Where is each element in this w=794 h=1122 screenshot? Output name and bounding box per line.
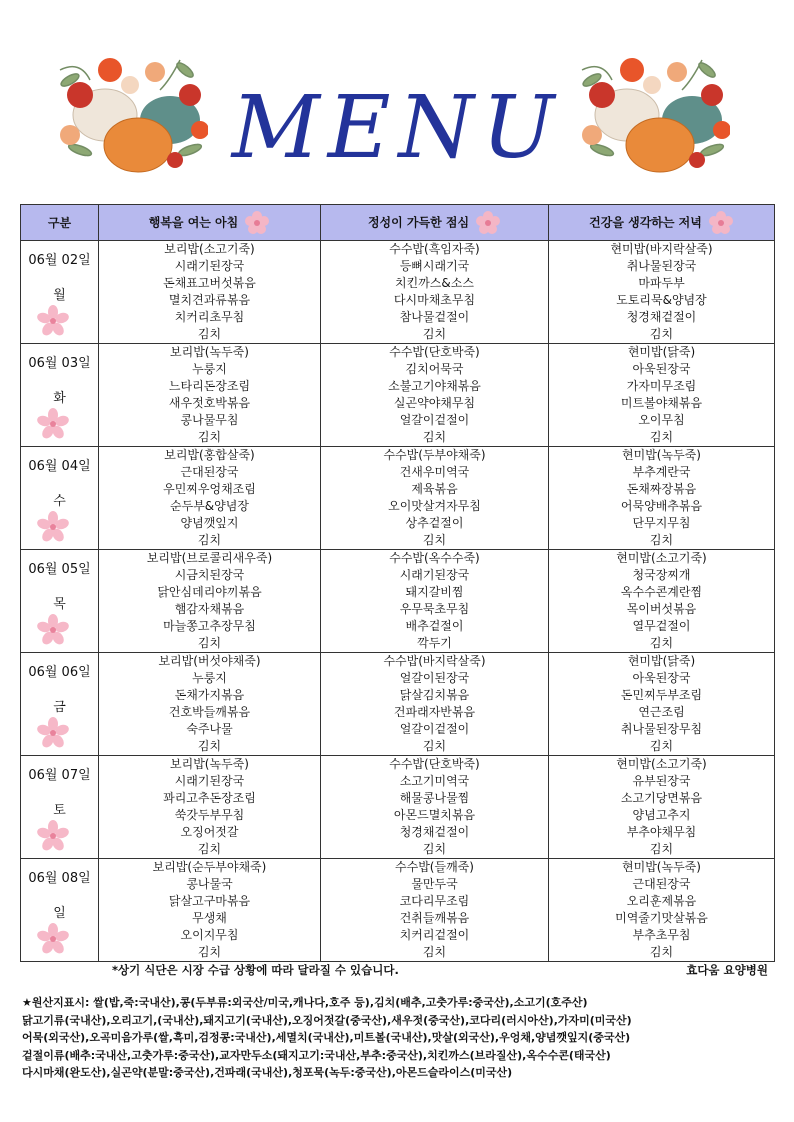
menu-item: 닭안심데리야끼볶음 <box>157 585 262 599</box>
menu-item: 보리밥(버섯야채죽) <box>158 654 261 668</box>
menu-item: 상추겉절이 <box>405 516 464 530</box>
breakfast-cell <box>99 859 321 962</box>
menu-item: 김치 <box>649 945 674 959</box>
menu-item: 김치 <box>649 430 674 444</box>
flower-icon <box>708 210 734 236</box>
menu-item: 시금치된장국 <box>174 568 245 582</box>
day-cell <box>21 859 99 962</box>
menu-item: 김치어묵국 <box>405 362 464 376</box>
dinner-cell <box>549 447 775 550</box>
menu-item: 김치 <box>422 430 447 444</box>
day-row <box>21 756 775 859</box>
date-label: 06월 06일 <box>28 665 91 680</box>
menu-item: 건파래자반볶음 <box>393 705 476 719</box>
menu-item: 청경채겉절이 <box>626 310 697 324</box>
menu-item: 취나물된장무침 <box>620 722 703 736</box>
menu-item: 김치 <box>422 739 447 753</box>
dinner-cell <box>549 344 775 447</box>
weekday-label: 월 <box>53 288 66 303</box>
menu-change-notice: *상기 식단은 시장 수급 상황에 따라 달라질 수 있습니다. <box>112 963 399 977</box>
flower-icon <box>37 614 69 646</box>
breakfast-cell <box>99 550 321 653</box>
menu-item: 도토리묵&양념장 <box>616 293 707 307</box>
menu-item: 현미밥(녹두죽) <box>622 448 701 462</box>
menu-item: 치커리초무침 <box>174 310 245 324</box>
menu-item: 김치 <box>197 430 222 444</box>
menu-item: 돼지갈비찜 <box>405 585 464 599</box>
menu-item: 오이무침 <box>638 413 685 427</box>
menu-item: 수수밥(두부야채죽) <box>383 448 486 462</box>
flower-icon <box>37 820 69 852</box>
menu-item: 현미밥(닭죽) <box>627 654 696 668</box>
lunch-cell <box>321 756 549 859</box>
menu-item: 수수밥(단호박죽) <box>389 757 480 771</box>
dinner-cell <box>549 653 775 756</box>
day-cell <box>21 756 99 859</box>
menu-item: 누룽지 <box>192 362 227 376</box>
menu-item: 우민찌우엉채조림 <box>163 482 256 496</box>
menu-item: 아욱된장국 <box>632 362 691 376</box>
day-cell <box>21 653 99 756</box>
menu-item: 보리밥(녹두죽) <box>170 757 249 771</box>
menu-item: 수수밥(들깨죽) <box>395 860 474 874</box>
dinner-cell <box>549 550 775 653</box>
lunch-cell <box>321 653 549 756</box>
menu-item: 현미밥(바지락살죽) <box>610 242 713 256</box>
menu-item: 콩나물국 <box>186 877 233 891</box>
flower-icon <box>244 210 270 236</box>
header-category <box>21 205 99 241</box>
menu-item: 수수밥(흑임자죽) <box>389 242 480 256</box>
menu-item: 치킨까스&소스 <box>395 276 474 290</box>
menu-item: 실곤약야채무침 <box>393 396 476 410</box>
lunch-cell <box>321 550 549 653</box>
origin-line: 다시마채(완도산),실곤약(분말:중국산),건파래(국내산),청포묵(녹두:중국산),아몬드슬라이스(미국산) <box>22 1066 513 1079</box>
menu-item: 부추초무침 <box>632 928 691 942</box>
menu-item: 김치 <box>197 636 222 650</box>
menu-item: 돈민찌두부조림 <box>620 688 703 702</box>
lunch-cell <box>321 344 549 447</box>
menu-item: 김치 <box>422 533 447 547</box>
menu-item: 건새우미역국 <box>399 465 470 479</box>
day-cell <box>21 550 99 653</box>
menu-item: 보리밥(홍합살죽) <box>164 448 255 462</box>
menu-item: 수수밥(옥수수죽) <box>389 551 480 565</box>
menu-item: 콩나물무침 <box>180 413 239 427</box>
menu-item: 제육볶음 <box>411 482 458 496</box>
date-label: 06월 05일 <box>28 562 91 577</box>
dinner-cell <box>549 756 775 859</box>
breakfast-cell <box>99 447 321 550</box>
menu-item: 햄감자채볶음 <box>174 602 245 616</box>
menu-item: 닭살김치볶음 <box>399 688 470 702</box>
day-row <box>21 653 775 756</box>
menu-item: 오리훈제볶음 <box>626 894 697 908</box>
menu-title: MENU <box>231 78 563 178</box>
menu-item: 단무지무침 <box>632 516 691 530</box>
menu-item: 청경채겉절이 <box>399 825 470 839</box>
menu-item: 물만두국 <box>411 877 458 891</box>
day-row <box>21 550 775 653</box>
menu-item: 김치 <box>649 842 674 856</box>
menu-item: 보리밥(소고기죽) <box>164 242 255 256</box>
menu-item: 미역줄기맛살볶음 <box>615 911 708 925</box>
menu-item: 얼갈이된장국 <box>399 671 470 685</box>
menu-item: 근대된장국 <box>632 877 691 891</box>
menu-item: 코다리무조림 <box>399 894 470 908</box>
menu-item: 미트볼야채볶음 <box>620 396 703 410</box>
menu-item: 얼갈이겉절이 <box>399 722 470 736</box>
menu-item: 숙주나물 <box>186 722 233 736</box>
menu-item: 김치 <box>649 533 674 547</box>
flower-icon <box>37 923 69 955</box>
origin-line: 겉절이류(배추:국내산,고춧가루:중국산),교자만두소(돼지고기:국내산,부추:중국산),치킨까스(브라질산),옥수수콘(태국산) <box>22 1048 611 1062</box>
menu-item: 오이지무침 <box>180 928 239 942</box>
menu-item: 다시마채초무침 <box>393 293 476 307</box>
menu-item: 마파두부 <box>638 276 685 290</box>
flower-icon <box>37 717 69 749</box>
weekday-label: 수 <box>53 494 66 509</box>
header-row <box>21 205 775 241</box>
menu-item: 무생채 <box>192 911 227 925</box>
menu-item: 옥수수콘계란찜 <box>620 585 703 599</box>
origin-line: 닭고기류(국내산),오리고기,(국내산),돼지고기(국내산),오징어젓갈(중국산),새우젓(중국산),코다리(러시아산),가자미(미국산) <box>22 1013 632 1027</box>
menu-item: 참나물겉절이 <box>399 310 470 324</box>
menu-item: 현미밥(녹두죽) <box>622 860 701 874</box>
date-label: 06월 04일 <box>28 459 91 474</box>
header-breakfast-label: 행복을 여는 아침 <box>148 215 239 229</box>
weekday-label: 금 <box>53 700 66 715</box>
breakfast-cell <box>99 653 321 756</box>
weekly-menu-table <box>20 204 775 962</box>
origin-line: ★원산지표시: 쌀(밥,죽:국내산),콩(두부류:외국산/미국,캐나다,호주 등),김치(배추,고춧가루:중국산),소고기(호주산) <box>22 996 588 1009</box>
breakfast-cell <box>99 241 321 344</box>
date-label: 06월 03일 <box>28 356 91 371</box>
menu-item: 김치 <box>422 842 447 856</box>
weekday-label: 토 <box>53 803 66 818</box>
day-row <box>21 241 775 344</box>
weekday-label: 화 <box>53 391 66 406</box>
menu-item: 새우젓호박볶음 <box>168 396 251 410</box>
lunch-cell <box>321 447 549 550</box>
menu-item: 건호박들깨볶음 <box>168 705 251 719</box>
menu-item: 양념고추지 <box>632 808 691 822</box>
menu-item: 누룽지 <box>192 671 227 685</box>
menu-item: 김치 <box>197 533 222 547</box>
menu-item: 김치 <box>649 739 674 753</box>
menu-item: 김치 <box>197 327 222 341</box>
menu-item: 가자미무조림 <box>626 379 697 393</box>
menu-item: 시래기된장국 <box>174 259 245 273</box>
menu-item: 마늘쫑고추장무침 <box>163 619 256 633</box>
date-label: 06월 07일 <box>28 768 91 783</box>
menu-item: 배추겉절이 <box>405 619 464 633</box>
menu-item: 돈채표고버섯볶음 <box>163 276 256 290</box>
menu-item: 현미밥(소고기죽) <box>616 551 707 565</box>
menu-item: 양념깻잎지 <box>180 516 239 530</box>
day-cell <box>21 447 99 550</box>
menu-item: 부추야채무침 <box>626 825 697 839</box>
header-lunch-label: 정성이 가득한 점심 <box>367 215 470 229</box>
menu-item: 보리밥(순두부야채죽) <box>152 860 267 874</box>
flower-icon <box>37 511 69 543</box>
date-label: 06월 08일 <box>28 871 91 886</box>
header-dinner-label: 건강을 생각하는 저녁 <box>589 215 702 229</box>
menu-item: 치커리겉절이 <box>399 928 470 942</box>
breakfast-cell <box>99 344 321 447</box>
menu-item: 어묵양배추볶음 <box>620 499 703 513</box>
day-row <box>21 344 775 447</box>
weekday-label: 목 <box>53 597 66 612</box>
menu-item: 건취들깨볶음 <box>399 911 470 925</box>
dinner-cell <box>549 859 775 962</box>
menu-item: 소고기미역국 <box>399 774 470 788</box>
menu-item: 닭살고구마볶음 <box>168 894 251 908</box>
menu-item: 쑥갓두부무침 <box>174 808 245 822</box>
header-dinner <box>549 205 775 241</box>
menu-item: 현미밥(소고기죽) <box>616 757 707 771</box>
menu-item: 시래기된장국 <box>399 568 470 582</box>
menu-item: 깍두기 <box>417 636 452 650</box>
lunch-cell <box>321 241 549 344</box>
menu-item: 연근조림 <box>638 705 685 719</box>
menu-item: 김치 <box>649 327 674 341</box>
menu-item: 꽈리고추돈장조림 <box>163 791 256 805</box>
menu-item: 김치 <box>197 842 222 856</box>
menu-item: 우무묵초무침 <box>399 602 470 616</box>
day-cell <box>21 241 99 344</box>
header-category-label: 구분 <box>47 216 72 230</box>
menu-item: 해물콩나물찜 <box>399 791 470 805</box>
breakfast-cell <box>99 756 321 859</box>
menu-item: 시래기된장국 <box>174 774 245 788</box>
menu-item: 김치 <box>422 945 447 959</box>
menu-item: 김치 <box>197 739 222 753</box>
menu-item: 현미밥(닭죽) <box>627 345 696 359</box>
menu-item: 김치 <box>649 636 674 650</box>
menu-item: 느타리돈장조림 <box>168 379 251 393</box>
menu-item: 돈채가지볶음 <box>174 688 245 702</box>
menu-item: 보리밥(녹두죽) <box>170 345 249 359</box>
date-label: 06월 02일 <box>28 253 91 268</box>
menu-item: 순두부&양념장 <box>170 499 249 513</box>
menu-item: 보리밥(브로콜리새우죽) <box>146 551 273 565</box>
menu-item: 돈채짜장볶음 <box>626 482 697 496</box>
header-breakfast <box>99 205 321 241</box>
menu-item: 수수밥(바지락살죽) <box>383 654 486 668</box>
menu-item: 김치 <box>197 945 222 959</box>
menu-item: 취나물된장국 <box>626 259 697 273</box>
menu-item: 소고기당면볶음 <box>620 791 703 805</box>
menu-item: 김치 <box>422 327 447 341</box>
lunch-cell <box>321 859 549 962</box>
menu-item: 아몬드멸치볶음 <box>393 808 476 822</box>
menu-item: 오징어젓갈 <box>180 825 239 839</box>
weekday-label: 일 <box>53 906 66 921</box>
origin-labeling <box>22 994 782 1082</box>
menu-item: 청국장찌개 <box>632 568 691 582</box>
dinner-cell <box>549 241 775 344</box>
flower-icon <box>475 210 501 236</box>
menu-item: 얼갈이겉절이 <box>399 413 470 427</box>
menu-item: 근대된장국 <box>180 465 239 479</box>
menu-item: 오이맛살겨자무침 <box>388 499 481 513</box>
menu-item: 멸치견과류볶음 <box>168 293 251 307</box>
origin-line: 어묵(외국산),오곡미음가루(쌀,흑미,검정콩:국내산),세멸치(국내산),미트볼(국내산),맛살(외국산),우엉채,양념깻잎지(중국산) <box>22 1031 631 1044</box>
flower-icon <box>37 305 69 337</box>
hospital-name: 효다움 요양병원 <box>686 963 768 977</box>
day-cell <box>21 344 99 447</box>
menu-item: 아욱된장국 <box>632 671 691 685</box>
menu-item: 수수밥(단호박죽) <box>389 345 480 359</box>
menu-item: 유부된장국 <box>632 774 691 788</box>
menu-item: 부추계란국 <box>632 465 691 479</box>
day-row <box>21 859 775 962</box>
flower-icon <box>37 408 69 440</box>
day-row <box>21 447 775 550</box>
menu-item: 등뼈시래기국 <box>399 259 470 273</box>
header-lunch <box>321 205 549 241</box>
menu-item: 소불고기야채볶음 <box>388 379 481 393</box>
menu-item: 열무겉절이 <box>632 619 691 633</box>
menu-item: 목이버섯볶음 <box>626 602 697 616</box>
